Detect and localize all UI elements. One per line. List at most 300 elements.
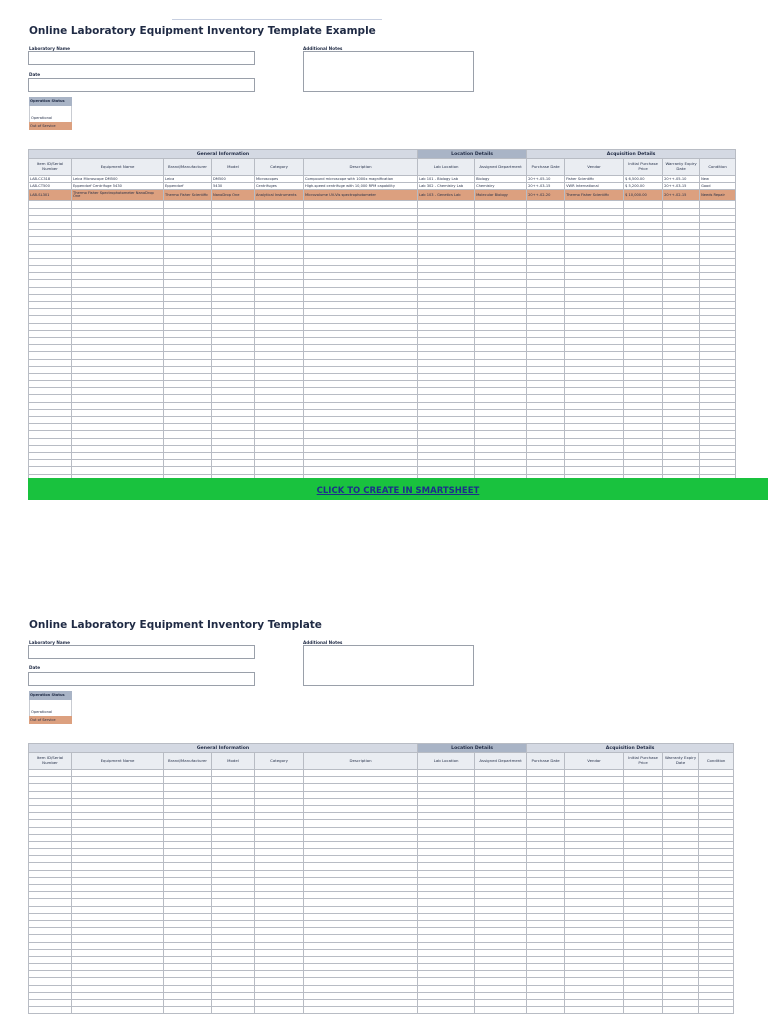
table-cell[interactable]	[212, 892, 255, 899]
table-row[interactable]	[29, 885, 734, 892]
table-cell[interactable]	[663, 417, 700, 424]
table-cell[interactable]	[304, 863, 418, 870]
table-cell[interactable]	[304, 1007, 418, 1014]
table-cell[interactable]	[565, 899, 624, 906]
table-cell[interactable]	[72, 870, 164, 877]
table-cell[interactable]	[212, 805, 255, 812]
table-cell[interactable]	[304, 251, 418, 258]
table-cell[interactable]	[527, 1000, 565, 1007]
table-cell[interactable]	[475, 460, 527, 467]
table-row[interactable]	[29, 316, 736, 323]
table-cell[interactable]	[565, 892, 624, 899]
table-cell[interactable]	[72, 791, 164, 798]
table-cell[interactable]	[565, 445, 624, 452]
table-cell[interactable]	[663, 805, 699, 812]
table-cell[interactable]	[212, 978, 255, 985]
table-cell[interactable]	[418, 431, 475, 438]
table-cell[interactable]	[29, 863, 72, 870]
table-cell[interactable]	[255, 302, 304, 309]
table-cell[interactable]	[304, 345, 418, 352]
table-cell[interactable]	[565, 287, 624, 294]
table-cell[interactable]	[255, 841, 304, 848]
table-cell[interactable]	[565, 460, 624, 467]
table-cell[interactable]	[475, 784, 527, 791]
table-cell[interactable]	[663, 770, 699, 777]
table-cell[interactable]	[212, 316, 255, 323]
table-row[interactable]	[29, 402, 736, 409]
table-cell[interactable]	[212, 366, 255, 373]
table-cell[interactable]	[304, 237, 418, 244]
table-cell[interactable]	[527, 870, 565, 877]
table-cell[interactable]: Eppendorf	[164, 183, 212, 190]
table-cell[interactable]	[164, 352, 212, 359]
table-cell[interactable]	[304, 877, 418, 884]
table-cell[interactable]	[624, 460, 663, 467]
table-cell[interactable]	[164, 287, 212, 294]
table-row[interactable]	[29, 949, 734, 956]
table-cell[interactable]	[700, 352, 736, 359]
table-cell[interactable]	[304, 452, 418, 459]
table-cell[interactable]	[212, 791, 255, 798]
table-cell[interactable]	[624, 294, 663, 301]
table-cell[interactable]	[418, 892, 475, 899]
table-cell[interactable]	[475, 417, 527, 424]
table-cell[interactable]	[72, 827, 164, 834]
table-cell[interactable]	[700, 266, 736, 273]
table-cell[interactable]	[29, 834, 72, 841]
table-cell[interactable]	[475, 1007, 527, 1014]
table-cell[interactable]	[565, 431, 624, 438]
table-cell[interactable]	[29, 237, 72, 244]
table-cell[interactable]	[527, 784, 565, 791]
table-cell[interactable]	[255, 798, 304, 805]
table-cell[interactable]	[565, 424, 624, 431]
table-cell[interactable]	[29, 899, 72, 906]
table-cell[interactable]	[527, 856, 565, 863]
table-row[interactable]	[29, 345, 736, 352]
table-cell[interactable]	[212, 417, 255, 424]
table-cell[interactable]	[699, 798, 734, 805]
table-cell[interactable]	[699, 1007, 734, 1014]
table-cell[interactable]	[475, 337, 527, 344]
table-row[interactable]	[29, 208, 736, 215]
table-cell[interactable]	[418, 849, 475, 856]
table-cell[interactable]	[72, 323, 164, 330]
table-cell[interactable]	[164, 777, 212, 784]
table-cell[interactable]	[565, 402, 624, 409]
table-cell[interactable]	[527, 359, 565, 366]
table-cell[interactable]	[624, 273, 663, 280]
table-cell[interactable]	[418, 337, 475, 344]
table-cell[interactable]	[255, 964, 304, 971]
table-cell[interactable]	[624, 913, 663, 920]
table-cell[interactable]	[255, 417, 304, 424]
table-row[interactable]	[29, 841, 734, 848]
table-cell[interactable]	[527, 863, 565, 870]
table-cell[interactable]	[663, 892, 699, 899]
table-cell[interactable]	[29, 913, 72, 920]
table-cell[interactable]	[164, 841, 212, 848]
table-cell[interactable]	[663, 294, 700, 301]
table-cell[interactable]	[527, 316, 565, 323]
table-cell[interactable]	[72, 805, 164, 812]
table-cell[interactable]	[475, 985, 527, 992]
table-cell[interactable]	[212, 1007, 255, 1014]
table-cell[interactable]	[565, 805, 624, 812]
table-cell[interactable]	[700, 381, 736, 388]
table-cell[interactable]	[304, 856, 418, 863]
table-cell[interactable]	[565, 913, 624, 920]
table-cell[interactable]	[255, 906, 304, 913]
table-row[interactable]	[29, 877, 734, 884]
table-cell[interactable]	[565, 885, 624, 892]
table-cell[interactable]	[624, 949, 663, 956]
table-cell[interactable]	[527, 445, 565, 452]
table-cell[interactable]	[418, 964, 475, 971]
table-cell[interactable]	[255, 935, 304, 942]
table-row[interactable]	[29, 201, 736, 208]
table-cell[interactable]	[418, 885, 475, 892]
table-cell[interactable]	[418, 978, 475, 985]
table-cell[interactable]	[700, 337, 736, 344]
table-cell[interactable]	[304, 222, 418, 229]
table-cell[interactable]	[72, 222, 164, 229]
table-row[interactable]	[29, 913, 734, 920]
table-cell[interactable]	[527, 251, 565, 258]
table-cell[interactable]	[418, 373, 475, 380]
table-cell[interactable]	[255, 949, 304, 956]
table-cell[interactable]	[29, 366, 72, 373]
table-cell[interactable]	[212, 431, 255, 438]
table-cell[interactable]	[304, 266, 418, 273]
table-cell[interactable]	[475, 388, 527, 395]
table-cell[interactable]	[624, 244, 663, 251]
table-cell[interactable]	[527, 913, 565, 920]
table-cell[interactable]	[304, 956, 418, 963]
table-cell[interactable]	[255, 985, 304, 992]
table-cell[interactable]	[72, 863, 164, 870]
table-cell[interactable]	[164, 417, 212, 424]
table-cell[interactable]	[72, 294, 164, 301]
table-cell[interactable]	[72, 1007, 164, 1014]
table-cell[interactable]	[418, 827, 475, 834]
table-row[interactable]	[29, 409, 736, 416]
table-cell[interactable]	[418, 309, 475, 316]
table-cell[interactable]	[164, 949, 212, 956]
table-cell[interactable]	[663, 928, 699, 935]
table-cell[interactable]	[624, 359, 663, 366]
table-cell[interactable]	[72, 798, 164, 805]
table-cell[interactable]	[212, 899, 255, 906]
table-cell[interactable]	[255, 337, 304, 344]
table-cell[interactable]	[475, 323, 527, 330]
table-cell[interactable]	[624, 316, 663, 323]
table-cell[interactable]	[565, 222, 624, 229]
table-cell[interactable]	[527, 280, 565, 287]
table-cell[interactable]	[255, 877, 304, 884]
table-cell[interactable]	[700, 395, 736, 402]
table-cell[interactable]	[72, 309, 164, 316]
table-cell[interactable]	[255, 978, 304, 985]
notes-input[interactable]	[303, 645, 474, 686]
table-cell[interactable]	[255, 885, 304, 892]
table-cell[interactable]	[527, 366, 565, 373]
table-cell[interactable]	[304, 294, 418, 301]
table-cell[interactable]	[164, 373, 212, 380]
table-cell[interactable]	[164, 359, 212, 366]
table-cell[interactable]	[663, 856, 699, 863]
table-cell[interactable]	[29, 438, 72, 445]
table-cell[interactable]	[699, 820, 734, 827]
table-cell[interactable]	[255, 309, 304, 316]
table-cell[interactable]	[565, 337, 624, 344]
table-cell[interactable]	[255, 784, 304, 791]
table-cell[interactable]	[565, 964, 624, 971]
table-cell[interactable]	[565, 280, 624, 287]
table-cell[interactable]	[624, 323, 663, 330]
table-cell[interactable]	[164, 805, 212, 812]
table-cell[interactable]	[624, 287, 663, 294]
table-cell[interactable]	[164, 942, 212, 949]
table-cell[interactable]	[164, 935, 212, 942]
table-cell[interactable]: Thermo Fisher Scientific	[565, 190, 624, 201]
table-cell[interactable]: New	[700, 176, 736, 183]
table-cell[interactable]	[418, 445, 475, 452]
table-cell[interactable]	[624, 330, 663, 337]
table-cell[interactable]	[212, 863, 255, 870]
table-cell[interactable]	[164, 266, 212, 273]
table-cell[interactable]	[475, 827, 527, 834]
table-cell[interactable]	[164, 230, 212, 237]
table-row[interactable]	[29, 266, 736, 273]
table-cell[interactable]	[29, 798, 72, 805]
table-row[interactable]	[29, 992, 734, 999]
table-cell[interactable]	[700, 359, 736, 366]
table-row[interactable]	[29, 244, 736, 251]
table-row[interactable]	[29, 978, 734, 985]
table-cell[interactable]	[624, 215, 663, 222]
table-cell[interactable]	[700, 424, 736, 431]
table-cell[interactable]	[700, 287, 736, 294]
table-cell[interactable]	[475, 244, 527, 251]
table-cell[interactable]	[624, 992, 663, 999]
table-cell[interactable]	[700, 323, 736, 330]
table-cell[interactable]	[255, 201, 304, 208]
table-cell[interactable]	[418, 985, 475, 992]
date-input[interactable]	[28, 78, 255, 92]
table-cell[interactable]	[700, 402, 736, 409]
table-cell[interactable]	[475, 381, 527, 388]
table-cell[interactable]	[304, 827, 418, 834]
table-cell[interactable]	[475, 438, 527, 445]
table-cell[interactable]	[527, 237, 565, 244]
table-cell[interactable]	[212, 992, 255, 999]
table-cell[interactable]	[527, 337, 565, 344]
table-cell[interactable]	[255, 222, 304, 229]
table-cell[interactable]	[164, 337, 212, 344]
table-cell[interactable]	[624, 971, 663, 978]
table-cell[interactable]	[475, 956, 527, 963]
table-cell[interactable]	[304, 820, 418, 827]
table-cell[interactable]	[418, 906, 475, 913]
table-cell[interactable]	[565, 978, 624, 985]
table-cell[interactable]	[212, 230, 255, 237]
table-cell[interactable]	[624, 1000, 663, 1007]
table-row[interactable]	[29, 237, 736, 244]
table-row[interactable]	[29, 985, 734, 992]
table-row[interactable]	[29, 230, 736, 237]
table-cell[interactable]	[72, 892, 164, 899]
table-cell[interactable]	[624, 309, 663, 316]
table-cell[interactable]	[700, 316, 736, 323]
table-cell[interactable]	[164, 323, 212, 330]
table-cell[interactable]	[255, 834, 304, 841]
table-cell[interactable]	[418, 834, 475, 841]
table-cell[interactable]	[624, 237, 663, 244]
table-cell[interactable]	[624, 978, 663, 985]
table-cell[interactable]	[624, 337, 663, 344]
table-cell[interactable]	[164, 452, 212, 459]
table-cell[interactable]	[255, 827, 304, 834]
table-cell[interactable]	[663, 201, 700, 208]
table-cell[interactable]	[565, 849, 624, 856]
table-cell[interactable]	[475, 424, 527, 431]
create-in-smartsheet-link[interactable]: CLICK TO CREATE IN SMARTSHEET	[316, 486, 480, 496]
table-cell[interactable]	[72, 273, 164, 280]
table-cell[interactable]	[565, 856, 624, 863]
table-cell[interactable]	[418, 230, 475, 237]
table-cell[interactable]	[212, 885, 255, 892]
table-cell[interactable]	[663, 784, 699, 791]
table-cell[interactable]	[212, 323, 255, 330]
table-cell[interactable]	[475, 237, 527, 244]
table-cell[interactable]	[72, 460, 164, 467]
table-cell[interactable]	[29, 302, 72, 309]
table-cell[interactable]	[304, 337, 418, 344]
table-cell[interactable]	[475, 251, 527, 258]
table-cell[interactable]	[475, 345, 527, 352]
table-cell[interactable]: Lab 302 - Chemistry Lab	[418, 183, 475, 190]
table-cell[interactable]	[527, 230, 565, 237]
table-cell[interactable]	[212, 798, 255, 805]
table-row[interactable]	[29, 373, 736, 380]
table-cell[interactable]	[565, 373, 624, 380]
table-cell[interactable]	[304, 784, 418, 791]
table-cell[interactable]	[29, 1007, 72, 1014]
table-row[interactable]	[29, 813, 734, 820]
table-cell[interactable]	[700, 215, 736, 222]
table-cell[interactable]	[624, 251, 663, 258]
table-cell[interactable]	[475, 395, 527, 402]
table-cell[interactable]	[624, 892, 663, 899]
table-row[interactable]	[29, 445, 736, 452]
table-cell[interactable]	[72, 935, 164, 942]
table-cell[interactable]	[418, 388, 475, 395]
table-cell[interactable]	[663, 863, 699, 870]
table-cell[interactable]	[164, 985, 212, 992]
table-row[interactable]	[29, 856, 734, 863]
table-cell[interactable]	[164, 920, 212, 927]
table-row[interactable]	[29, 777, 734, 784]
table-cell[interactable]	[72, 402, 164, 409]
table-cell[interactable]	[700, 208, 736, 215]
table-cell[interactable]	[565, 791, 624, 798]
table-cell[interactable]	[72, 337, 164, 344]
table-cell[interactable]	[418, 791, 475, 798]
table-cell[interactable]	[565, 208, 624, 215]
table-cell[interactable]	[29, 964, 72, 971]
table-cell[interactable]	[72, 395, 164, 402]
table-cell[interactable]	[304, 892, 418, 899]
table-cell[interactable]	[527, 309, 565, 316]
table-cell[interactable]	[212, 820, 255, 827]
table-cell[interactable]	[255, 323, 304, 330]
table-cell[interactable]	[164, 820, 212, 827]
table-cell[interactable]	[418, 452, 475, 459]
table-cell[interactable]	[212, 445, 255, 452]
table-cell[interactable]	[164, 309, 212, 316]
table-cell[interactable]	[624, 1007, 663, 1014]
table-cell[interactable]	[663, 438, 700, 445]
table-cell[interactable]	[565, 417, 624, 424]
table-row[interactable]	[29, 337, 736, 344]
table-cell[interactable]	[418, 345, 475, 352]
notes-input[interactable]	[303, 51, 474, 92]
table-cell[interactable]	[475, 899, 527, 906]
table-cell[interactable]	[72, 445, 164, 452]
table-cell[interactable]	[304, 424, 418, 431]
table-cell[interactable]	[475, 222, 527, 229]
table-cell[interactable]	[663, 964, 699, 971]
table-cell[interactable]	[699, 935, 734, 942]
table-cell[interactable]	[663, 388, 700, 395]
table-cell[interactable]	[304, 258, 418, 265]
table-cell[interactable]	[418, 1007, 475, 1014]
table-cell[interactable]	[212, 280, 255, 287]
table-cell[interactable]	[212, 770, 255, 777]
table-cell[interactable]	[663, 798, 699, 805]
table-cell[interactable]	[527, 892, 565, 899]
table-cell[interactable]	[624, 208, 663, 215]
table-cell[interactable]	[29, 337, 72, 344]
table-cell[interactable]	[255, 388, 304, 395]
table-cell[interactable]	[72, 770, 164, 777]
table-cell[interactable]	[255, 992, 304, 999]
table-cell[interactable]	[527, 841, 565, 848]
table-cell[interactable]	[527, 805, 565, 812]
table-cell[interactable]	[255, 237, 304, 244]
table-cell[interactable]	[663, 402, 700, 409]
table-cell[interactable]	[212, 359, 255, 366]
table-cell[interactable]	[624, 258, 663, 265]
table-cell[interactable]	[72, 251, 164, 258]
table-cell[interactable]	[624, 366, 663, 373]
table-cell[interactable]: LAB-CC318	[29, 176, 72, 183]
table-cell[interactable]	[624, 373, 663, 380]
table-cell[interactable]	[475, 373, 527, 380]
table-cell[interactable]	[304, 381, 418, 388]
table-cell[interactable]	[475, 409, 527, 416]
table-cell[interactable]	[29, 417, 72, 424]
table-cell[interactable]	[624, 849, 663, 856]
table-cell[interactable]	[212, 841, 255, 848]
table-cell[interactable]	[700, 258, 736, 265]
table-cell[interactable]	[212, 395, 255, 402]
table-cell[interactable]	[624, 388, 663, 395]
table-cell[interactable]: 20++-02-20	[527, 190, 565, 201]
table-cell[interactable]	[164, 899, 212, 906]
table-cell[interactable]	[304, 834, 418, 841]
